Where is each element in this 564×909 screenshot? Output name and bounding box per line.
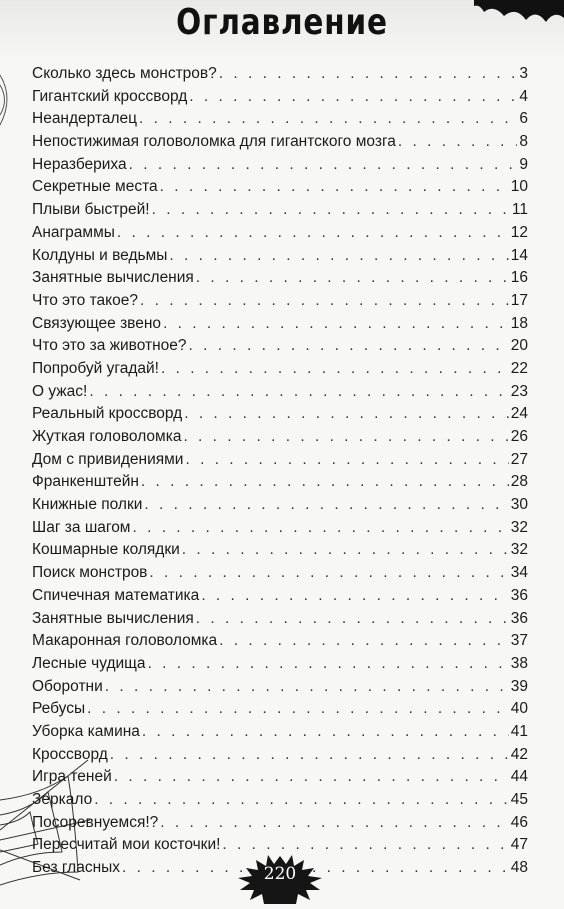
toc-entry xyxy=(32,471,528,494)
page-title: Оглавление xyxy=(176,2,388,43)
toc-entry-title: Неандерталец xyxy=(32,110,138,128)
toc-entry-title: Шаг за шагом xyxy=(32,518,131,536)
toc-entry xyxy=(32,381,528,404)
toc-entry xyxy=(32,517,528,540)
toc-entry-title: Непостижимая головоломка для гигантского мозга xyxy=(32,133,396,151)
toc-entry-page: 32 xyxy=(510,518,528,536)
toc-entry xyxy=(32,222,528,245)
toc-entry-title: Поиск монстров xyxy=(32,564,148,582)
toc-leader-dots xyxy=(94,789,509,812)
toc-entry-page: 18 xyxy=(510,314,528,332)
toc-entry xyxy=(32,789,528,812)
toc-leader-dots xyxy=(129,154,518,177)
toc-entry xyxy=(32,766,528,789)
toc-entry xyxy=(32,721,528,744)
toc-entry xyxy=(32,812,528,835)
toc-leader-dots xyxy=(105,676,509,699)
toc-entry-title: Лесные чудища xyxy=(32,654,146,672)
toc-entry-title: Книжные полки xyxy=(32,496,143,514)
toc-entry-title: Жуткая головоломка xyxy=(32,428,182,445)
toc-entry xyxy=(32,313,528,336)
toc-entry xyxy=(32,539,528,562)
toc-entry-title: Что это за животное? xyxy=(32,337,187,355)
toc-entry-title: Макаронная головоломка xyxy=(32,632,218,650)
page-number-badge xyxy=(232,852,328,904)
toc-leader-dots xyxy=(189,86,517,109)
toc-entry xyxy=(32,426,528,449)
toc-entry-title: О ужас! xyxy=(32,382,88,400)
toc-entry-page: 41 xyxy=(510,722,528,740)
toc-leader-dots xyxy=(219,63,518,86)
toc-entry-title: Занятные вычисления xyxy=(32,269,194,287)
page-number: 220 xyxy=(263,864,297,884)
toc-entry-title: Сколько здесь монстров? xyxy=(32,65,217,82)
toc-entry-title: Колдуны и ведьмы xyxy=(32,246,168,264)
toc-entry xyxy=(32,562,528,585)
spiderweb-corner-icon xyxy=(0,70,22,130)
toc-entry-title: Попробуй угадай! xyxy=(32,359,159,377)
toc-entry-title: Без гласных xyxy=(32,859,121,877)
toc-entry-title: Связующее звено xyxy=(32,314,162,332)
toc-leader-dots xyxy=(148,653,509,676)
toc-entry xyxy=(32,199,528,222)
toc-leader-dots xyxy=(398,131,517,154)
toc-entry-page: 45 xyxy=(510,791,528,808)
toc-leader-dots xyxy=(184,403,509,426)
toc-leader-dots xyxy=(169,245,508,268)
toc-entry-page: 26 xyxy=(510,428,528,445)
toc-entry-page: 9 xyxy=(519,155,528,173)
toc-entry-page: 32 xyxy=(510,541,528,559)
toc-entry-title: Занятные вычисления xyxy=(32,609,194,627)
toc-leader-dots xyxy=(149,562,508,585)
toc-entry-page: 22 xyxy=(510,359,528,377)
toc-entry-page: 39 xyxy=(510,677,528,695)
toc-entry-title: Кроссворд xyxy=(32,745,108,763)
toc-entry-title: Кошмарные колядки xyxy=(32,541,180,559)
toc-entry-title: Неразбериха xyxy=(32,155,127,173)
toc-entry-page: 27 xyxy=(510,450,528,468)
toc-entry xyxy=(32,494,528,517)
toc-entry-title: Плыви быстрей! xyxy=(32,201,150,219)
toc-entry-title: Оборотни xyxy=(32,677,103,695)
toc-entry-page: 36 xyxy=(510,586,528,604)
toc-entry-page: 46 xyxy=(510,813,528,831)
toc-leader-dots xyxy=(110,744,509,767)
toc-leader-dots xyxy=(189,335,509,358)
toc-entry-page: 34 xyxy=(510,564,528,582)
toc-leader-dots xyxy=(141,471,509,494)
toc-entry-page: 8 xyxy=(519,133,528,151)
toc-entry xyxy=(32,653,528,676)
toc-entry-title: Гигантский кроссворд xyxy=(32,87,188,105)
toc-entry-page: 17 xyxy=(510,291,528,309)
toc-entry-title: Посоревнуемся!? xyxy=(32,813,159,831)
toc-entry-page: 40 xyxy=(510,700,528,718)
toc-entry-page: 3 xyxy=(519,65,528,82)
toc-entry-page: 42 xyxy=(510,745,528,763)
toc-leader-dots xyxy=(196,267,509,290)
toc-entry-title: Зеркало xyxy=(32,791,93,808)
toc-entry xyxy=(32,585,528,608)
toc-entry-page: 37 xyxy=(510,632,528,650)
toc-entry xyxy=(32,176,528,199)
toc-entry xyxy=(32,131,528,154)
toc-leader-dots xyxy=(161,358,509,381)
toc-entry-page: 23 xyxy=(510,382,528,400)
toc-entry-page: 10 xyxy=(510,178,528,196)
toc-entry-page: 6 xyxy=(519,110,528,128)
toc-leader-dots xyxy=(160,812,508,835)
toc-leader-dots xyxy=(114,766,509,789)
toc-entry-title: Игра теней xyxy=(32,768,112,786)
toc-entry-title: Секретные места xyxy=(32,178,158,196)
toc-leader-dots xyxy=(196,608,509,631)
toc-leader-dots xyxy=(160,176,509,199)
toc-entry-page: 48 xyxy=(510,859,528,877)
toc-entry xyxy=(32,744,528,767)
toc-leader-dots xyxy=(183,426,508,449)
toc-entry xyxy=(32,358,528,381)
toc-leader-dots xyxy=(219,630,509,653)
toc-entry-title: Анаграммы xyxy=(32,223,115,241)
toc-entry-page: 24 xyxy=(510,405,528,423)
toc-entry-page: 44 xyxy=(510,768,528,786)
toc-entry xyxy=(32,245,528,268)
toc-entry-title: Реальный кроссворд xyxy=(32,405,183,423)
toc-entry-page: 38 xyxy=(510,654,528,672)
toc-leader-dots xyxy=(139,108,517,131)
toc-entry xyxy=(32,335,528,358)
toc-leader-dots xyxy=(144,494,508,517)
toc-leader-dots xyxy=(87,698,509,721)
toc-entry xyxy=(32,267,528,290)
toc-entry-page: 47 xyxy=(510,836,528,854)
toc-entry xyxy=(32,630,528,653)
toc-leader-dots xyxy=(152,199,510,222)
toc-entry xyxy=(32,608,528,631)
toc-entry xyxy=(32,290,528,313)
toc-entry xyxy=(32,108,528,131)
toc-entry xyxy=(32,154,528,177)
toc-entry-page: 14 xyxy=(510,246,528,264)
toc-leader-dots xyxy=(117,222,509,245)
toc-entry-title: Что это такое? xyxy=(32,291,138,309)
toc-entry-page: 36 xyxy=(510,609,528,627)
toc-entry-title: Ребусы xyxy=(32,700,86,718)
toc-entry xyxy=(32,403,528,426)
toc-leader-dots xyxy=(89,381,508,404)
toc-leader-dots xyxy=(201,585,508,608)
toc-entry xyxy=(32,63,528,86)
toc-leader-dots xyxy=(132,517,508,540)
toc-entry-page: 30 xyxy=(510,496,528,514)
toc-leader-dots xyxy=(140,290,509,313)
toc-leader-dots xyxy=(182,539,509,562)
toc-entry xyxy=(32,86,528,109)
toc-entry xyxy=(32,449,528,472)
toc-entry xyxy=(32,698,528,721)
toc-entry-title: Пересчитай мои косточки! xyxy=(32,836,221,854)
toc-entry-page: 4 xyxy=(519,87,528,105)
toc-leader-dots xyxy=(142,721,509,744)
toc-entry xyxy=(32,676,528,699)
toc-entry-title: Спичечная математика xyxy=(32,586,200,604)
table-of-contents xyxy=(32,63,528,880)
toc-entry-page: 20 xyxy=(510,337,528,355)
toc-leader-dots xyxy=(163,313,509,336)
toc-entry-title: Франкенштейн xyxy=(32,473,139,491)
toc-entry-title: Дом с привидениями xyxy=(32,450,184,468)
toc-entry-page: 16 xyxy=(510,269,528,287)
toc-leader-dots xyxy=(185,449,508,472)
toc-entry-page: 12 xyxy=(510,223,528,241)
toc-entry-title: Уборка камина xyxy=(32,722,140,740)
toc-entry-page: 28 xyxy=(510,473,528,491)
toc-entry-page: 11 xyxy=(511,201,528,219)
